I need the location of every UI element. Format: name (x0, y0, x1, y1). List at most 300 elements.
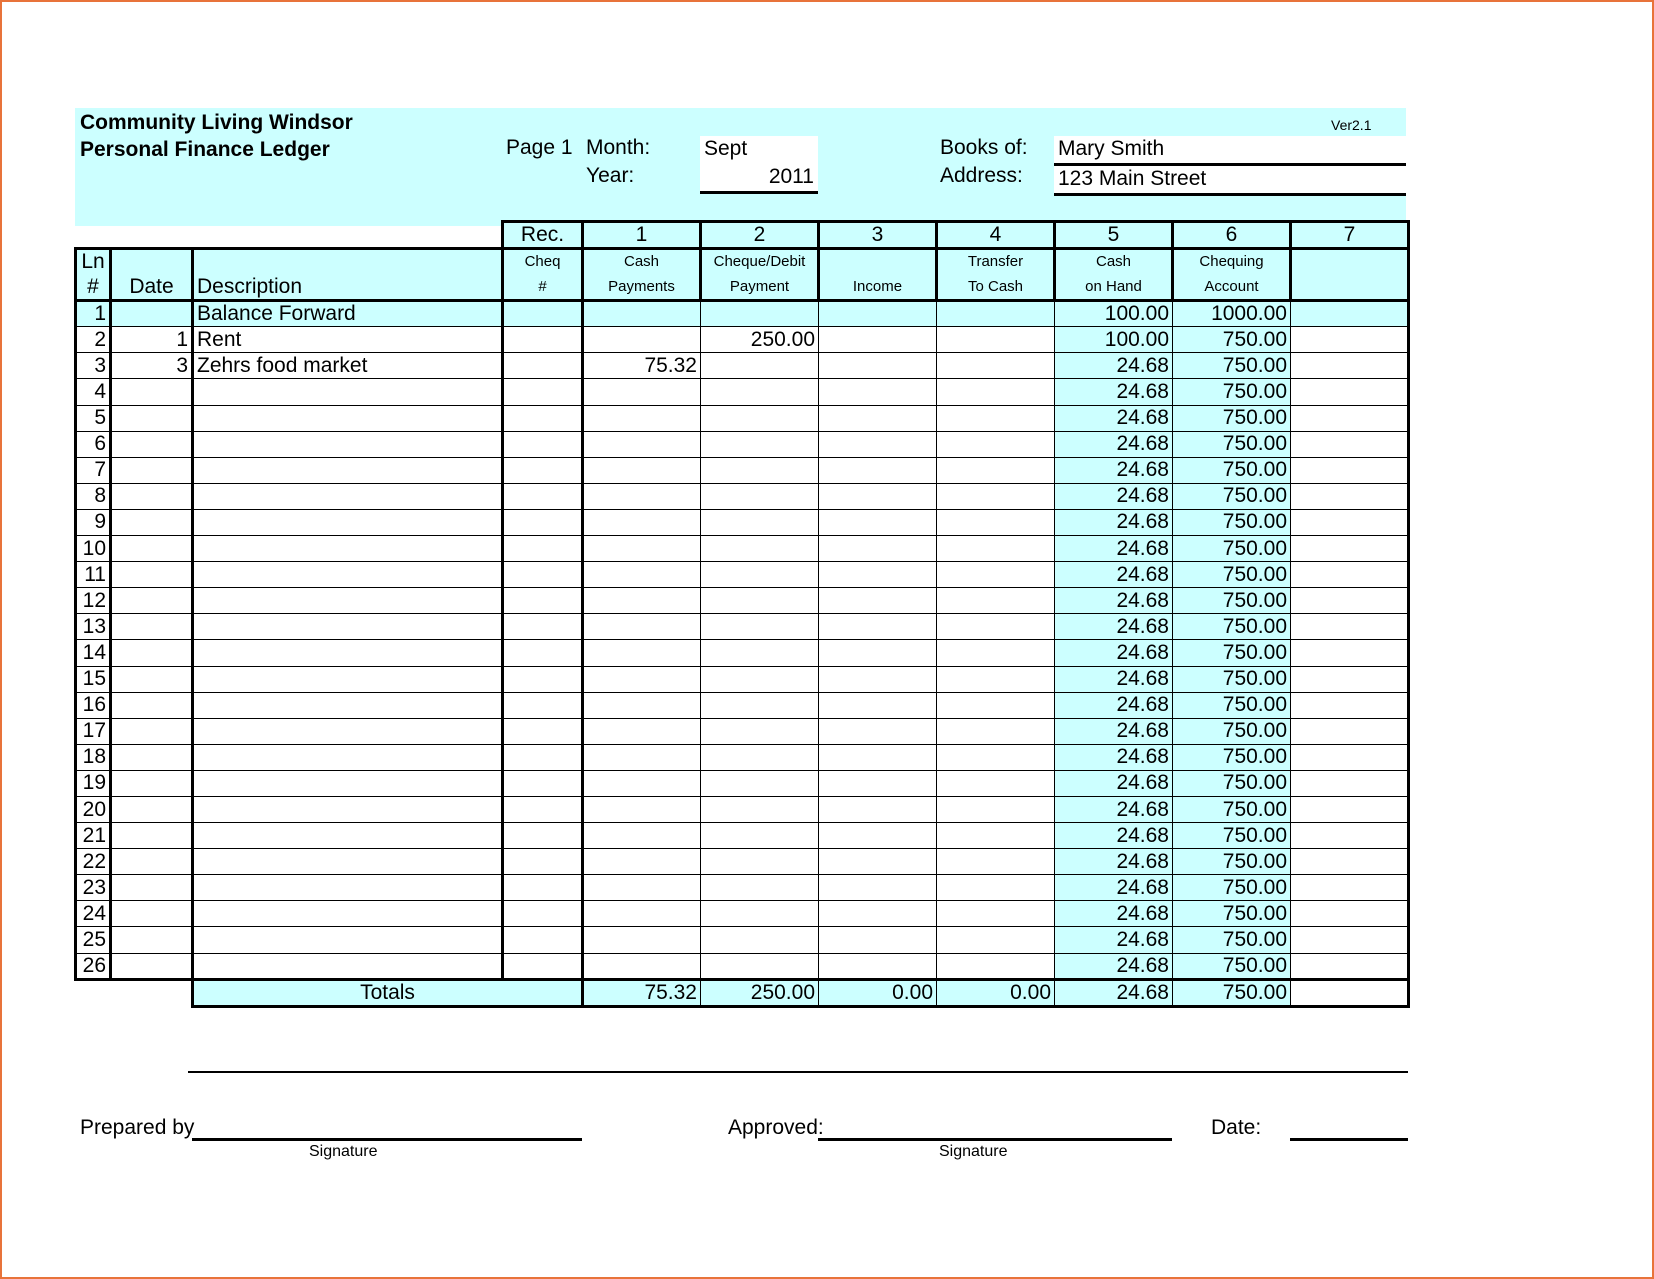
totals-row (76, 979, 1409, 1006)
cell-cheq[interactable] (503, 718, 583, 744)
cell-cheq[interactable] (503, 509, 583, 535)
cell-cheq[interactable] (503, 953, 583, 979)
cell-cheq[interactable] (503, 744, 583, 770)
cell-date[interactable] (111, 509, 193, 535)
cell-cheq[interactable] (503, 483, 583, 509)
cell-date[interactable] (111, 536, 193, 562)
cell-cheq[interactable] (503, 796, 583, 822)
cell-cheque-pay[interactable] (701, 588, 819, 614)
cell-cheq[interactable] (503, 770, 583, 796)
cell-cheq[interactable] (503, 431, 583, 457)
cell-cash-hand[interactable]: 24.68 (1055, 431, 1173, 457)
cell-date[interactable] (111, 718, 193, 744)
ledger-row (76, 405, 1409, 431)
cell-cheque-pay[interactable] (701, 405, 819, 431)
cell-date[interactable] (111, 588, 193, 614)
cell-desc[interactable] (193, 509, 503, 535)
cell-date[interactable] (111, 614, 193, 640)
cell-desc[interactable]: Balance Forward (193, 301, 503, 327)
ledger-row (76, 536, 1409, 562)
ln-header-a: Ln (76, 249, 111, 275)
ledger-row (76, 640, 1409, 666)
cell-chequing[interactable]: 750.00 (1173, 901, 1291, 927)
cell-transfer[interactable] (937, 509, 1055, 535)
cell-desc[interactable] (193, 536, 503, 562)
cell-cash-hand[interactable]: 24.68 (1055, 796, 1173, 822)
cell-c7[interactable] (1291, 536, 1409, 562)
cell-cash-pay[interactable] (583, 640, 701, 666)
ledger-row (76, 927, 1409, 953)
cell-chequing[interactable]: 750.00 (1173, 562, 1291, 588)
address-label: Address: (940, 164, 1023, 187)
cell-cheq[interactable] (503, 692, 583, 718)
cell-income[interactable] (819, 509, 937, 535)
cell-cash-hand[interactable]: 24.68 (1055, 692, 1173, 718)
cell-transfer[interactable] (937, 353, 1055, 379)
cell-cash-pay[interactable] (583, 509, 701, 535)
cell-chequing[interactable]: 750.00 (1173, 457, 1291, 483)
cell-chequing[interactable]: 750.00 (1173, 875, 1291, 901)
cell-cash-pay[interactable] (583, 927, 701, 953)
cell-desc[interactable] (193, 927, 503, 953)
cell-desc[interactable] (193, 823, 503, 849)
cell-cheq[interactable] (503, 327, 583, 353)
cell-date[interactable]: 1 (111, 327, 193, 353)
cell-chequing[interactable]: 1000.00 (1173, 301, 1291, 327)
cell-cash-hand[interactable]: 24.68 (1055, 588, 1173, 614)
cell-cheq[interactable] (503, 901, 583, 927)
cell-income[interactable] (819, 901, 937, 927)
cell-cash-hand[interactable]: 24.68 (1055, 353, 1173, 379)
cell-cheque-pay[interactable] (701, 927, 819, 953)
cell-desc[interactable] (193, 744, 503, 770)
cell-desc[interactable] (193, 640, 503, 666)
c2-header-a: Cheque/Debit (701, 249, 819, 275)
cell-income[interactable] (819, 640, 937, 666)
cell-cash-pay[interactable] (583, 536, 701, 562)
cell-cash-hand[interactable]: 24.68 (1055, 614, 1173, 640)
cell-cheq[interactable] (503, 666, 583, 692)
cell-desc[interactable] (193, 666, 503, 692)
c4-header-a: Transfer (937, 249, 1055, 275)
cell-income[interactable] (819, 849, 937, 875)
cell-income[interactable] (819, 953, 937, 979)
cell-chequing[interactable]: 750.00 (1173, 744, 1291, 770)
prepared-signature-line[interactable] (192, 1138, 582, 1141)
cell-desc[interactable] (193, 457, 503, 483)
cell-chequing[interactable]: 750.00 (1173, 431, 1291, 457)
cell-cash-hand[interactable]: 24.68 (1055, 823, 1173, 849)
cell-desc[interactable] (193, 692, 503, 718)
cell-ln: 15 (76, 666, 111, 692)
cell-date[interactable] (111, 483, 193, 509)
cell-income[interactable] (819, 692, 937, 718)
cell-c7[interactable] (1291, 483, 1409, 509)
cell-desc[interactable]: Rent (193, 327, 503, 353)
cell-chequing[interactable]: 750.00 (1173, 953, 1291, 979)
cell-desc[interactable] (193, 901, 503, 927)
cell-cheq[interactable] (503, 405, 583, 431)
approved-signature-label: Signature (939, 1143, 1008, 1160)
cell-income[interactable] (819, 405, 937, 431)
cell-c7[interactable] (1291, 509, 1409, 535)
cell-cheque-pay[interactable] (701, 536, 819, 562)
cell-chequing[interactable]: 750.00 (1173, 327, 1291, 353)
cell-transfer[interactable] (937, 640, 1055, 666)
cell-chequing[interactable]: 750.00 (1173, 509, 1291, 535)
cell-income[interactable] (819, 770, 937, 796)
cell-cash-pay[interactable] (583, 483, 701, 509)
books-of-label: Books of: (940, 136, 1028, 159)
cell-cash-hand[interactable]: 24.68 (1055, 744, 1173, 770)
cell-date[interactable] (111, 823, 193, 849)
cell-chequing[interactable]: 750.00 (1173, 640, 1291, 666)
cell-date[interactable] (111, 301, 193, 327)
cell-cash-hand[interactable]: 24.68 (1055, 640, 1173, 666)
cell-cheque-pay[interactable] (701, 640, 819, 666)
cell-income[interactable] (819, 796, 937, 822)
cell-transfer[interactable] (937, 327, 1055, 353)
cell-cash-pay[interactable] (583, 875, 701, 901)
cell-cheque-pay[interactable] (701, 953, 819, 979)
cell-transfer[interactable] (937, 770, 1055, 796)
date-label: Date: (1211, 1116, 1262, 1139)
cell-transfer[interactable] (937, 379, 1055, 405)
cell-transfer[interactable] (937, 614, 1055, 640)
cell-desc[interactable] (193, 770, 503, 796)
cell-chequing[interactable]: 750.00 (1173, 770, 1291, 796)
cell-income[interactable] (819, 379, 937, 405)
cell-cheq[interactable] (503, 536, 583, 562)
cell-cheque-pay[interactable] (701, 901, 819, 927)
cell-cash-pay[interactable] (583, 953, 701, 979)
cell-c7[interactable] (1291, 666, 1409, 692)
cell-date[interactable] (111, 457, 193, 483)
cell-date[interactable] (111, 796, 193, 822)
cell-c7[interactable] (1291, 457, 1409, 483)
cell-transfer[interactable] (937, 953, 1055, 979)
cell-desc[interactable] (193, 796, 503, 822)
cell-c7[interactable] (1291, 901, 1409, 927)
cell-ln: 18 (76, 744, 111, 770)
cell-cash-pay[interactable] (583, 849, 701, 875)
cell-c7[interactable] (1291, 614, 1409, 640)
cell-income[interactable] (819, 823, 937, 849)
cell-cheq[interactable] (503, 562, 583, 588)
cell-income[interactable] (819, 536, 937, 562)
cell-cash-hand[interactable]: 24.68 (1055, 666, 1173, 692)
cell-chequing[interactable]: 750.00 (1173, 614, 1291, 640)
cell-cheque-pay[interactable] (701, 379, 819, 405)
cell-desc[interactable] (193, 588, 503, 614)
cell-cheq[interactable] (503, 588, 583, 614)
cell-ln: 19 (76, 770, 111, 796)
cell-cheque-pay[interactable] (701, 431, 819, 457)
cell-cash-pay[interactable] (583, 588, 701, 614)
column-header-row-a (76, 249, 1409, 275)
cell-cash-hand[interactable]: 24.68 (1055, 875, 1173, 901)
col-number-1: 1 (583, 222, 701, 249)
rec-header: Rec. (503, 222, 583, 249)
cell-cheque-pay[interactable] (701, 718, 819, 744)
cell-cash-pay[interactable] (583, 327, 701, 353)
ledger-row (76, 379, 1409, 405)
cell-desc[interactable]: Zehrs food market (193, 353, 503, 379)
cell-transfer[interactable] (937, 301, 1055, 327)
cell-income[interactable] (819, 327, 937, 353)
month-field[interactable]: Sept (700, 136, 818, 164)
cell-cash-hand[interactable]: 24.68 (1055, 509, 1173, 535)
cell-cash-pay[interactable] (583, 692, 701, 718)
cell-c7[interactable] (1291, 849, 1409, 875)
cell-transfer[interactable] (937, 666, 1055, 692)
cell-cheq[interactable] (503, 849, 583, 875)
cell-date[interactable] (111, 640, 193, 666)
cell-c7[interactable] (1291, 405, 1409, 431)
cell-cheq[interactable] (503, 379, 583, 405)
col-number-7: 7 (1291, 222, 1409, 249)
c5-header-b: on Hand (1055, 275, 1173, 301)
cell-transfer[interactable] (937, 562, 1055, 588)
cell-c7[interactable] (1291, 327, 1409, 353)
cell-income[interactable] (819, 614, 937, 640)
cell-cash-pay[interactable] (583, 770, 701, 796)
cell-c7[interactable] (1291, 744, 1409, 770)
cell-chequing[interactable]: 750.00 (1173, 353, 1291, 379)
ledger-row (76, 953, 1409, 979)
cell-income[interactable] (819, 301, 937, 327)
cell-income[interactable] (819, 431, 937, 457)
cell-cash-pay[interactable] (583, 562, 701, 588)
cell-date[interactable] (111, 405, 193, 431)
cell-desc[interactable] (193, 953, 503, 979)
cell-c7[interactable] (1291, 770, 1409, 796)
cell-chequing[interactable]: 750.00 (1173, 483, 1291, 509)
cell-date[interactable] (111, 901, 193, 927)
cell-cash-hand[interactable]: 24.68 (1055, 457, 1173, 483)
cell-income[interactable] (819, 457, 937, 483)
cell-cash-hand[interactable]: 24.68 (1055, 405, 1173, 431)
cell-date[interactable] (111, 927, 193, 953)
cell-c7[interactable] (1291, 640, 1409, 666)
cell-transfer[interactable] (937, 457, 1055, 483)
cell-cheq[interactable] (503, 457, 583, 483)
approved-signature-line[interactable] (818, 1138, 1172, 1141)
cell-chequing[interactable]: 750.00 (1173, 536, 1291, 562)
cell-c7[interactable] (1291, 353, 1409, 379)
cell-c7[interactable] (1291, 301, 1409, 327)
cell-transfer[interactable] (937, 718, 1055, 744)
cell-cheque-pay[interactable] (701, 509, 819, 535)
cell-cash-pay[interactable] (583, 901, 701, 927)
total-cheque-pay: 250.00 (701, 979, 819, 1006)
cell-date[interactable] (111, 770, 193, 796)
cell-chequing[interactable]: 750.00 (1173, 823, 1291, 849)
cell-desc[interactable] (193, 562, 503, 588)
cell-cheque-pay[interactable] (701, 483, 819, 509)
cell-cash-hand[interactable]: 24.68 (1055, 562, 1173, 588)
cell-ln: 17 (76, 718, 111, 744)
cell-cheque-pay[interactable]: 250.00 (701, 327, 819, 353)
cell-date[interactable] (111, 379, 193, 405)
cell-desc[interactable] (193, 483, 503, 509)
cell-cash-hand[interactable]: 24.68 (1055, 379, 1173, 405)
cell-date[interactable] (111, 666, 193, 692)
cell-chequing[interactable]: 750.00 (1173, 692, 1291, 718)
cell-cash-pay[interactable] (583, 379, 701, 405)
cell-cheq[interactable] (503, 640, 583, 666)
cell-c7[interactable] (1291, 588, 1409, 614)
cell-cash-pay[interactable] (583, 666, 701, 692)
date-signature-line[interactable] (1290, 1138, 1408, 1141)
cell-income[interactable] (819, 562, 937, 588)
cell-income[interactable] (819, 744, 937, 770)
cell-desc[interactable] (193, 405, 503, 431)
cell-income[interactable] (819, 875, 937, 901)
cell-cash-pay[interactable] (583, 431, 701, 457)
cell-c7[interactable] (1291, 692, 1409, 718)
cell-desc[interactable] (193, 431, 503, 457)
cell-chequing[interactable]: 750.00 (1173, 718, 1291, 744)
cell-cash-hand[interactable]: 100.00 (1055, 301, 1173, 327)
cell-cash-hand[interactable]: 24.68 (1055, 770, 1173, 796)
cell-cash-hand[interactable]: 24.68 (1055, 901, 1173, 927)
cell-cash-hand[interactable]: 100.00 (1055, 327, 1173, 353)
cell-cheq[interactable] (503, 927, 583, 953)
cell-transfer[interactable] (937, 483, 1055, 509)
cell-chequing[interactable]: 750.00 (1173, 379, 1291, 405)
cell-chequing[interactable]: 750.00 (1173, 927, 1291, 953)
cell-chequing[interactable]: 750.00 (1173, 666, 1291, 692)
cell-transfer[interactable] (937, 405, 1055, 431)
cell-cash-pay[interactable] (583, 614, 701, 640)
cell-cash-pay[interactable]: 75.32 (583, 353, 701, 379)
cell-cash-hand[interactable]: 24.68 (1055, 849, 1173, 875)
cell-ln: 21 (76, 823, 111, 849)
cell-desc[interactable] (193, 379, 503, 405)
cell-cash-pay[interactable] (583, 405, 701, 431)
cell-cash-pay[interactable] (583, 823, 701, 849)
cell-transfer[interactable] (937, 849, 1055, 875)
cell-transfer[interactable] (937, 901, 1055, 927)
cell-c7[interactable] (1291, 718, 1409, 744)
cell-cash-hand[interactable]: 24.68 (1055, 927, 1173, 953)
cell-income[interactable] (819, 927, 937, 953)
cell-cheque-pay[interactable] (701, 457, 819, 483)
cell-transfer[interactable] (937, 875, 1055, 901)
cell-cheque-pay[interactable] (701, 823, 819, 849)
cell-cheque-pay[interactable] (701, 875, 819, 901)
cell-c7[interactable] (1291, 953, 1409, 979)
cell-cheque-pay[interactable] (701, 353, 819, 379)
ledger-row (76, 588, 1409, 614)
cell-chequing[interactable]: 750.00 (1173, 405, 1291, 431)
cell-cash-hand[interactable]: 24.68 (1055, 483, 1173, 509)
cell-cheq[interactable] (503, 875, 583, 901)
cell-transfer[interactable] (937, 927, 1055, 953)
cell-cheque-pay[interactable] (701, 796, 819, 822)
cell-transfer[interactable] (937, 588, 1055, 614)
cell-c7[interactable] (1291, 796, 1409, 822)
cell-ln: 26 (76, 953, 111, 979)
cell-cheq[interactable] (503, 353, 583, 379)
cell-income[interactable] (819, 666, 937, 692)
cell-transfer[interactable] (937, 692, 1055, 718)
cheq-header-b: # (503, 275, 583, 301)
cell-date[interactable] (111, 744, 193, 770)
cell-cheque-pay[interactable] (701, 770, 819, 796)
ledger-title: Personal Finance Ledger (80, 138, 330, 161)
cell-desc[interactable] (193, 614, 503, 640)
cell-c7[interactable] (1291, 562, 1409, 588)
cell-cash-pay[interactable] (583, 796, 701, 822)
cell-date[interactable]: 3 (111, 353, 193, 379)
cell-date[interactable] (111, 953, 193, 979)
cell-chequing[interactable]: 750.00 (1173, 588, 1291, 614)
cell-ln: 24 (76, 901, 111, 927)
cell-c7[interactable] (1291, 431, 1409, 457)
cell-transfer[interactable] (937, 536, 1055, 562)
cell-chequing[interactable]: 750.00 (1173, 796, 1291, 822)
cell-cheq[interactable] (503, 301, 583, 327)
cell-cash-hand[interactable]: 24.68 (1055, 953, 1173, 979)
cell-income[interactable] (819, 718, 937, 744)
cell-chequing[interactable]: 750.00 (1173, 849, 1291, 875)
cell-transfer[interactable] (937, 744, 1055, 770)
cell-date[interactable] (111, 849, 193, 875)
cell-cheque-pay[interactable] (701, 666, 819, 692)
cell-income[interactable] (819, 353, 937, 379)
cell-cheque-pay[interactable] (701, 614, 819, 640)
cell-cheq[interactable] (503, 614, 583, 640)
books-of-field[interactable]: Mary Smith (1054, 136, 1406, 166)
cell-desc[interactable] (193, 718, 503, 744)
cell-transfer[interactable] (937, 431, 1055, 457)
cell-cash-hand[interactable]: 24.68 (1055, 536, 1173, 562)
cell-date[interactable] (111, 562, 193, 588)
cell-c7[interactable] (1291, 875, 1409, 901)
ledger-row (76, 509, 1409, 535)
cell-desc[interactable] (193, 875, 503, 901)
cell-transfer[interactable] (937, 823, 1055, 849)
cell-ln: 1 (76, 301, 111, 327)
address-field[interactable]: 123 Main Street (1054, 166, 1406, 196)
cell-c7[interactable] (1291, 379, 1409, 405)
cell-cheq[interactable] (503, 823, 583, 849)
cell-cheque-pay[interactable] (701, 849, 819, 875)
cell-date[interactable] (111, 431, 193, 457)
cell-c7[interactable] (1291, 823, 1409, 849)
cell-cheque-pay[interactable] (701, 692, 819, 718)
cell-cheque-pay[interactable] (701, 562, 819, 588)
cell-cash-pay[interactable] (583, 457, 701, 483)
cell-income[interactable] (819, 588, 937, 614)
cell-cash-pay[interactable] (583, 718, 701, 744)
cell-cheque-pay[interactable] (701, 301, 819, 327)
cell-date[interactable] (111, 692, 193, 718)
cell-c7[interactable] (1291, 927, 1409, 953)
cell-income[interactable] (819, 483, 937, 509)
cell-cash-hand[interactable]: 24.68 (1055, 718, 1173, 744)
cell-date[interactable] (111, 875, 193, 901)
c6-header-a: Chequing (1173, 249, 1291, 275)
cell-cash-pay[interactable] (583, 744, 701, 770)
cell-desc[interactable] (193, 849, 503, 875)
cell-cheque-pay[interactable] (701, 744, 819, 770)
cell-cash-pay[interactable] (583, 301, 701, 327)
cell-transfer[interactable] (937, 796, 1055, 822)
year-field[interactable]: 2011 (700, 164, 818, 194)
